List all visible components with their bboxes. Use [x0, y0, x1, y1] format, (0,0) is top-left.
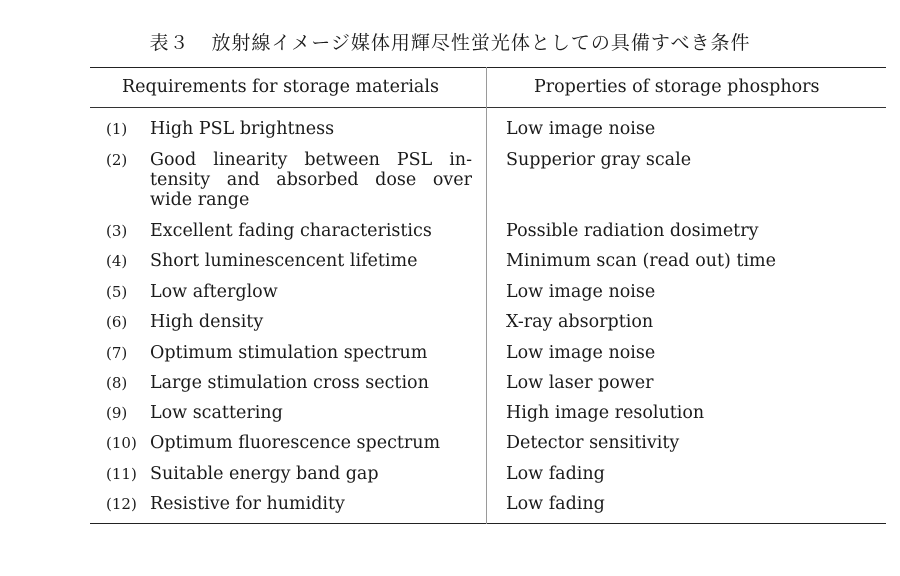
property-cell: Low laser power	[506, 373, 654, 393]
property-cell: Low image noise	[506, 343, 656, 363]
requirement-cell: Low scattering	[150, 403, 283, 423]
requirement-cell: High PSL brightness	[150, 119, 335, 139]
property-cell: Detector sensitivity	[506, 433, 680, 453]
row-number: (4)	[106, 252, 128, 270]
requirement-cell: Large stimulation cross section	[150, 373, 429, 393]
row-number: (3)	[106, 222, 128, 240]
requirements-table	[90, 67, 886, 524]
header-requirements: Requirements for storage materials	[122, 77, 439, 97]
property-cell: Low image noise	[506, 119, 656, 139]
property-cell: High image resolution	[506, 403, 705, 423]
property-cell: Possible radiation dosimetry	[506, 221, 759, 241]
requirement-cell: Resistive for humidity	[150, 494, 345, 514]
requirement-cell: Excellent fading characteristics	[150, 221, 432, 241]
row-number: (10)	[106, 434, 137, 452]
property-cell: Low fading	[506, 464, 605, 484]
top-rule	[90, 67, 886, 68]
requirement-cell: High density	[150, 312, 264, 332]
row-number: (7)	[106, 344, 128, 362]
row-number: (5)	[106, 283, 128, 301]
requirement-cell: Good linearity between PSL in-tensity and absorbed dose over wide range	[150, 150, 472, 210]
requirement-cell: Optimum fluorescence spectrum	[150, 433, 441, 453]
property-cell: X-ray absorption	[506, 312, 654, 332]
requirement-cell: Short luminescencent lifetime	[150, 251, 418, 271]
column-divider	[486, 67, 487, 524]
requirement-cell: Optimum stimulation spectrum	[150, 343, 428, 363]
requirement-cell: Suitable energy band gap	[150, 464, 379, 484]
table-caption	[0, 28, 900, 55]
row-number: (2)	[106, 151, 128, 169]
bottom-rule	[90, 523, 886, 524]
property-cell: Low image noise	[506, 282, 656, 302]
header-rule	[90, 107, 886, 108]
property-cell: Low fading	[506, 494, 605, 514]
table-title: 放射線イメージ媒体用輝尽性蛍光体としての具備すべき条件	[211, 32, 751, 54]
header-properties: Properties of storage phosphors	[534, 77, 820, 97]
row-number: (9)	[106, 404, 128, 422]
row-number: (8)	[106, 374, 128, 392]
table-number: 表３	[149, 32, 190, 54]
row-number: (1)	[106, 120, 128, 138]
property-cell: Supperior gray scale	[506, 150, 692, 170]
property-cell: Minimum scan (read out) time	[506, 251, 777, 271]
row-number: (11)	[106, 465, 137, 483]
requirement-cell: Low afterglow	[150, 282, 278, 302]
row-number: (12)	[106, 495, 137, 513]
row-number: (6)	[106, 313, 128, 331]
